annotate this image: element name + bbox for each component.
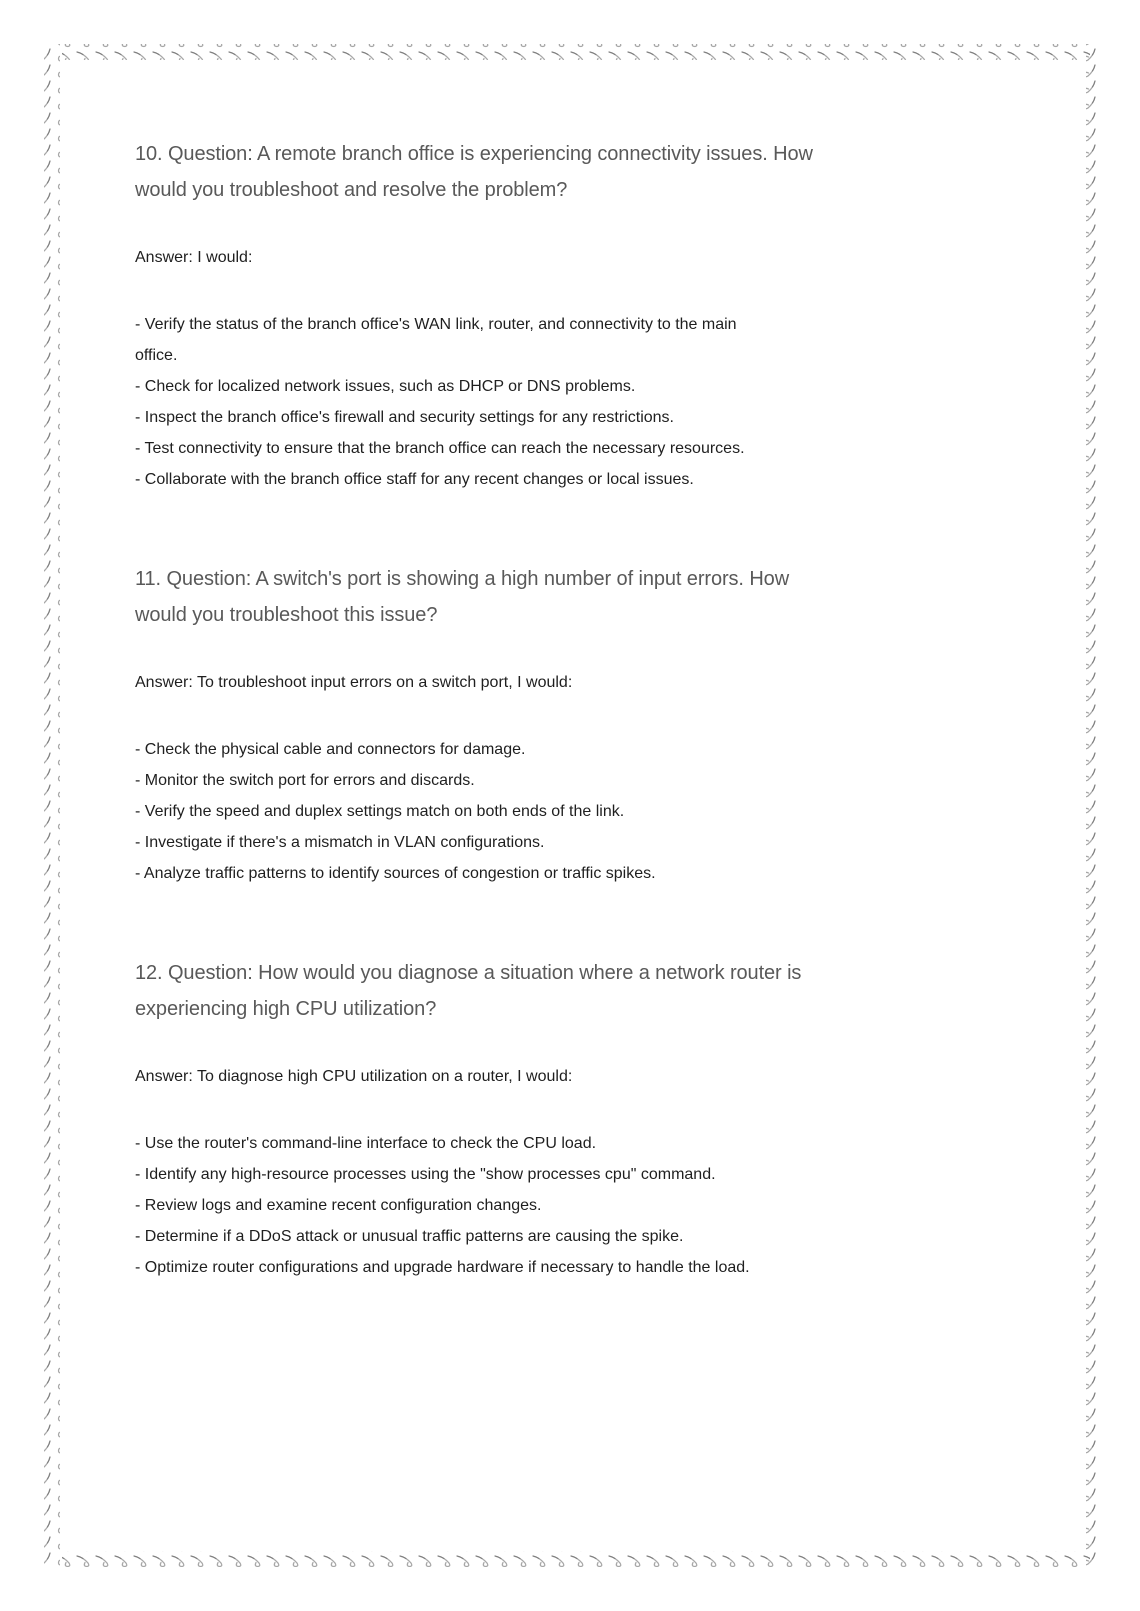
- question-heading: 11. Question: A switch's port is showing a high number of input errors. How would you troubleshoot this issue?: [135, 568, 790, 626]
- bullet-line: - Optimize router configurations and upgrade hardware if necessary to handle the load.: [135, 1259, 750, 1276]
- border-bottom: [62, 1551, 1090, 1567]
- bullet-line: - Inspect the branch office's firewall and security settings for any restrictions.: [135, 409, 674, 426]
- bullet-line: - Analyze traffic patterns to identify sources of congestion or traffic spikes.: [135, 865, 656, 882]
- bullet-line: - Verify the status of the branch office's WAN link, router, and connectivity to the main office.: [135, 316, 737, 364]
- bullet-line: - Test connectivity to ensure that the branch office can reach the necessary resources.: [135, 440, 745, 457]
- answer-intro: Answer: To diagnose high CPU utilization on a router, I would:: [135, 1068, 573, 1085]
- answer-intro: Answer: To troubleshoot input errors on a switch port, I would:: [135, 674, 573, 691]
- bullet-line: - Check for localized network issues, such as DHCP or DNS problems.: [135, 378, 636, 395]
- bullet-line: - Review logs and examine recent configuration changes.: [135, 1197, 542, 1214]
- border-right: [1086, 44, 1102, 1567]
- bullet-line: - Investigate if there's a mismatch in VLAN configurations.: [135, 834, 545, 851]
- bullet-line: - Verify the speed and duplex settings match on both ends of the link.: [135, 803, 625, 820]
- bullet-line: - Monitor the switch port for errors and discards.: [135, 772, 475, 789]
- bullet-line: - Identify any high-resource processes using the "show processes cpu" command.: [135, 1166, 716, 1183]
- answer-bullet-list: [135, 1128, 980, 1283]
- border-left: [44, 44, 60, 1567]
- qa-section: [135, 955, 980, 1283]
- question-heading: 12. Question: How would you diagnose a situation where a network router is experiencing high CPU utilization?: [135, 962, 802, 1020]
- qa-section: [135, 136, 980, 495]
- document-content: [135, 136, 980, 1349]
- bullet-line: - Collaborate with the branch office staff for any recent changes or local issues.: [135, 471, 694, 488]
- answer-bullet-list: [135, 309, 980, 495]
- qa-section: [135, 561, 980, 889]
- answer-bullet-list: [135, 734, 980, 889]
- question-heading: 10. Question: A remote branch office is experiencing connectivity issues. How would you troubleshoot and resolve the problem?: [135, 143, 813, 201]
- bullet-line: - Use the router's command-line interface to check the CPU load.: [135, 1135, 597, 1152]
- bullet-line: - Determine if a DDoS attack or unusual traffic patterns are causing the spike.: [135, 1228, 684, 1245]
- border-top: [62, 44, 1090, 60]
- answer-intro: Answer: I would:: [135, 249, 253, 266]
- bullet-line: - Check the physical cable and connectors for damage.: [135, 741, 526, 758]
